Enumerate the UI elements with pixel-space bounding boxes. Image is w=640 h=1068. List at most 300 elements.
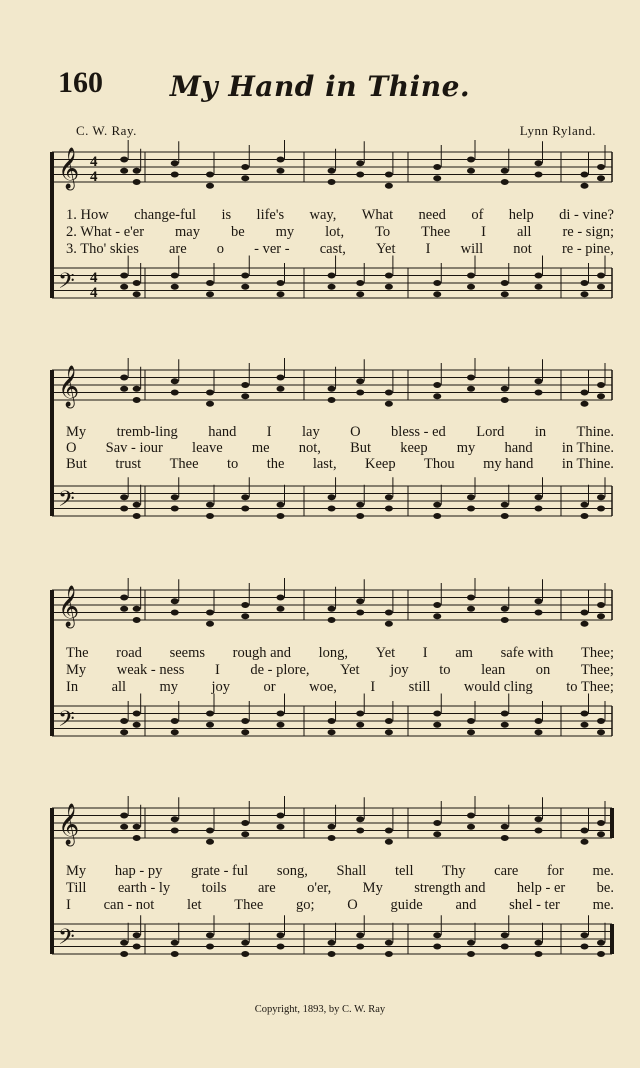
note-head [206,828,214,834]
note-head [241,613,249,619]
note-head [171,718,179,724]
lyric-word: Thou [424,456,455,472]
note-head [133,168,141,174]
note-head [120,729,128,735]
note-head [467,940,475,946]
note-head [501,835,509,841]
lyric-word: let [187,897,202,913]
lyric-word: can - not [103,897,155,913]
lyric-word: in Thine. [561,456,614,472]
note-head [385,718,393,724]
note-head [467,284,475,290]
note-head [206,401,214,407]
note-head [385,828,393,834]
time-signature: 4 [90,285,98,301]
note-head [385,610,393,616]
treble-clef: 𝄞 [58,366,80,407]
note-head [385,839,393,845]
note-head [241,284,249,290]
note-head [120,284,128,290]
note-head [133,397,141,403]
lyric-verse-1 [66,645,614,661]
note-head [535,284,543,290]
note-head [120,813,128,819]
note-head [597,718,605,724]
note-head [241,506,249,512]
note-head [433,944,441,950]
lyric-word: strength and [414,880,486,896]
lyric-word: long, [318,645,349,661]
lyric-verse-3 [66,456,614,472]
note-head [433,382,441,388]
note-head [356,513,364,519]
lyric-word: Thee; [580,645,614,661]
note-head [581,711,589,717]
note-head [356,816,364,822]
lyric-word: I [214,662,220,678]
lyric-word: rough and [232,645,292,661]
note-head [501,711,509,717]
composer-credit: Lynn Ryland. [519,123,596,138]
lyric-word: Lord [476,424,505,440]
lyric-word: not, [298,440,321,456]
note-head [120,606,128,612]
lyric-word: woe, [309,679,337,695]
note-head [385,401,393,407]
note-head [433,722,441,728]
note-head [581,722,589,728]
note-head [241,164,249,170]
note-head [120,157,128,163]
note-head [277,386,285,392]
lyric-word: keep [400,440,428,456]
lyric-word: me. [592,897,614,913]
lyric-word: me [251,440,270,456]
note-head [581,610,589,616]
lyric-verse-1 [66,863,614,879]
lyric-word: for [546,863,564,879]
note-head [501,386,509,392]
time-signature: 4 [90,154,98,170]
time-signature: 4 [90,169,98,185]
note-head [356,280,364,286]
note-head [206,502,214,508]
note-head [120,386,128,392]
note-head [133,291,141,297]
lyric-word: Thy [442,863,466,879]
note-head [433,164,441,170]
note-head [241,820,249,826]
lyric-word: and [455,897,477,913]
lyric-word: guide [390,897,423,913]
note-head [356,390,364,396]
music-system-1 [0,140,640,330]
lyric-verse-3 [66,679,614,695]
note-head [581,291,589,297]
lyric-word: Thee [234,897,264,913]
note-head [433,613,441,619]
lyric-word: be. [596,880,614,896]
lyric-word: in [534,424,547,440]
lyric-word: Yet [376,241,396,257]
note-head [206,932,214,938]
note-head [581,390,589,396]
note-head [501,179,509,185]
note-head [171,828,179,834]
lyric-word: weak - ness [116,662,185,678]
lyric-word: my [456,440,476,456]
note-head [501,502,509,508]
note-head [328,729,336,735]
lyric-word: Keep [365,456,396,472]
note-head [206,711,214,717]
time-signature: 4 [90,270,98,286]
note-head [277,722,285,728]
note-head [597,175,605,181]
note-head [328,494,336,500]
lyric-word: To [375,224,391,240]
note-head [501,824,509,830]
note-head [328,718,336,724]
lyric-word: shel - ter [509,897,560,913]
note-head [241,273,249,279]
copyright-notice: Copyright, 1893, by C. W. Ray [254,1004,386,1015]
note-head [356,711,364,717]
lyric-word: But [66,456,87,472]
lyric-word: 1. How [66,207,109,223]
note-head [385,284,393,290]
note-head [535,598,543,604]
note-head [501,280,509,286]
note-head [171,951,179,957]
note-head [171,284,179,290]
note-head [133,502,141,508]
lyric-word: help [508,207,534,223]
lyric-word: to [439,662,451,678]
lyric-word: I [425,241,431,257]
note-head [597,940,605,946]
note-head [277,280,285,286]
lyric-word: way, [309,207,337,223]
note-head [467,729,475,735]
bass-clef: 𝄢 [58,925,75,955]
lyric-word: Yet [375,645,396,661]
note-head [433,932,441,938]
lyric-word: hap - py [114,863,163,879]
note-head [356,944,364,950]
note-head [171,610,179,616]
note-head [535,160,543,166]
note-head [597,613,605,619]
note-head [356,291,364,297]
lyric-word: or [263,679,276,695]
note-head [433,820,441,826]
lyric-word: I [266,424,272,440]
note-head [433,602,441,608]
note-head [597,506,605,512]
lyric-word: Thee; [580,662,614,678]
bass-clef: 𝄢 [58,487,75,517]
note-head [501,617,509,623]
lyric-word: road [116,645,142,661]
note-head [385,951,393,957]
lyric-verse-1 [66,424,614,440]
lyric-word: to [226,456,239,472]
note-head [597,494,605,500]
lyric-word: am [455,645,473,661]
lyric-word: last, [312,456,337,472]
note-head [120,940,128,946]
lyric-word: I [481,224,486,240]
note-head [467,386,475,392]
lyric-word: Till [66,880,87,896]
lyric-word: earth - ly [117,880,171,896]
note-head [535,951,543,957]
note-head [171,160,179,166]
lyric-word: my [159,679,179,695]
note-head [171,378,179,384]
note-head [206,839,214,845]
note-head [171,390,179,396]
note-head [535,494,543,500]
lyric-word: my hand [483,456,534,472]
note-head [241,494,249,500]
note-head [501,932,509,938]
lyric-verse-2 [66,224,614,240]
lyric-word: What [361,207,394,223]
note-head [241,382,249,388]
lyric-word: O [66,440,77,456]
note-head [277,291,285,297]
lyric-word: 2. What - e'er [66,224,145,240]
note-head [120,273,128,279]
lyric-word: lean [481,662,506,678]
note-head [433,280,441,286]
note-head [133,835,141,841]
lyric-word: Thine. [576,424,614,440]
note-head [535,506,543,512]
note-head [597,820,605,826]
lyric-word: life's [256,207,285,223]
note-head [597,273,605,279]
note-head [501,722,509,728]
note-head [501,397,509,403]
note-head [328,506,336,512]
lyric-word: My [66,662,87,678]
note-head [241,718,249,724]
note-head [535,729,543,735]
note-head [597,284,605,290]
lyric-word: I [66,897,71,913]
note-head [433,831,441,837]
note-head [133,513,141,519]
lyric-word: all [516,224,532,240]
note-head [206,513,214,519]
lyric-word: grate - ful [190,863,249,879]
lyric-word: o [216,241,225,257]
note-head [581,183,589,189]
note-head [356,610,364,616]
note-head [433,291,441,297]
note-head [581,401,589,407]
lyric-word: Yet [340,662,360,678]
lyric-word: care [494,863,519,879]
note-head [535,718,543,724]
note-head [277,375,285,381]
music-system-4 [0,796,640,986]
note-head [385,390,393,396]
lyric-word: seems [169,645,205,661]
note-head [356,722,364,728]
note-head [581,944,589,950]
lyric-word: Thee [421,224,451,240]
note-head [206,722,214,728]
lyric-word: tell [394,863,414,879]
lyric-word: I [370,679,376,695]
lyric-word: re - sign; [562,224,614,240]
note-head [433,175,441,181]
lyric-word: joy [390,662,409,678]
lyric-word: joy [211,679,231,695]
note-head [133,606,141,612]
note-head [120,375,128,381]
note-head [277,824,285,830]
note-head [328,273,336,279]
lyric-word: de - plore, [250,662,310,678]
lyric-word: Thee [169,456,199,472]
note-head [133,280,141,286]
note-head [277,168,285,174]
note-head [501,291,509,297]
note-head [581,839,589,845]
treble-clef: 𝄞 [58,804,80,845]
lyric-word: be [230,224,245,240]
note-head [241,940,249,946]
note-head [356,172,364,178]
lyric-word: cast, [319,241,346,257]
note-head [535,610,543,616]
lyric-word: leave [192,440,223,456]
lyric-word: di - vine? [559,207,614,223]
lyric-word: re - pine, [561,241,614,257]
note-head [171,506,179,512]
note-head [581,621,589,627]
note-head [277,502,285,508]
lyric-word: O [347,897,358,913]
note-head [133,179,141,185]
note-head [467,273,475,279]
lyric-verse-2 [66,662,614,678]
note-head [277,711,285,717]
note-head [277,595,285,601]
lyric-word: not [513,241,532,257]
note-head [535,828,543,834]
note-head [206,291,214,297]
note-head [581,280,589,286]
lyric-word: In [66,679,79,695]
note-head [467,718,475,724]
note-head [581,932,589,938]
note-head [467,824,475,830]
lyric-word: go; [296,897,315,913]
lyric-verse-3 [66,241,614,257]
note-head [356,598,364,604]
lyric-word: hand [504,440,533,456]
lyric-word: safe with [500,645,554,661]
lyric-word: me. [592,863,614,879]
note-head [467,494,475,500]
lyric-word: O [350,424,361,440]
note-head [171,273,179,279]
lyric-word: in Thine. [561,440,614,456]
note-head [581,513,589,519]
lyric-word: bless - ed [391,424,446,440]
lyric-verse-3 [66,897,614,913]
note-head [277,813,285,819]
note-head [120,494,128,500]
lyric-word: would cling [463,679,533,695]
hymn-title: My Hand in Thine. [169,70,471,103]
note-head [120,951,128,957]
lyric-verse-2 [66,880,614,896]
note-head [356,502,364,508]
note-head [385,172,393,178]
lyric-word: of [471,207,484,223]
note-head [597,951,605,957]
note-head [328,284,336,290]
lyric-word: trust [115,456,142,472]
lyric-word: hand [208,424,237,440]
note-head [501,944,509,950]
note-head [501,606,509,612]
treble-clef: 𝄞 [58,586,80,627]
lyric-word: toils [201,880,227,896]
note-head [581,502,589,508]
lyric-word: on [535,662,551,678]
lyric-word: may [175,224,200,240]
lyric-verse-2 [66,440,614,456]
note-head [133,824,141,830]
note-head [206,610,214,616]
note-head [171,816,179,822]
note-head [328,168,336,174]
note-head [120,595,128,601]
music-system-3 [0,578,640,768]
lyric-word: Shall [336,863,367,879]
note-head [277,513,285,519]
bass-clef: 𝄢 [58,707,75,737]
note-head [433,513,441,519]
note-head [241,729,249,735]
lyric-word: - ver - [254,241,290,257]
note-head [467,157,475,163]
note-head [241,831,249,837]
lyric-word: lot, [325,224,345,240]
lyric-word: is [221,207,232,223]
note-head [385,940,393,946]
note-head [535,172,543,178]
lyric-word: lay [302,424,320,440]
note-head [206,172,214,178]
note-head [171,729,179,735]
lyric-word: help - er [516,880,566,896]
lyric-word: still [408,679,431,695]
page-number: 160 [58,66,103,99]
note-head [328,617,336,623]
note-head [133,932,141,938]
lyric-word: 3. Tho' skies [66,241,139,257]
lyric-word: tremb-ling [116,424,178,440]
